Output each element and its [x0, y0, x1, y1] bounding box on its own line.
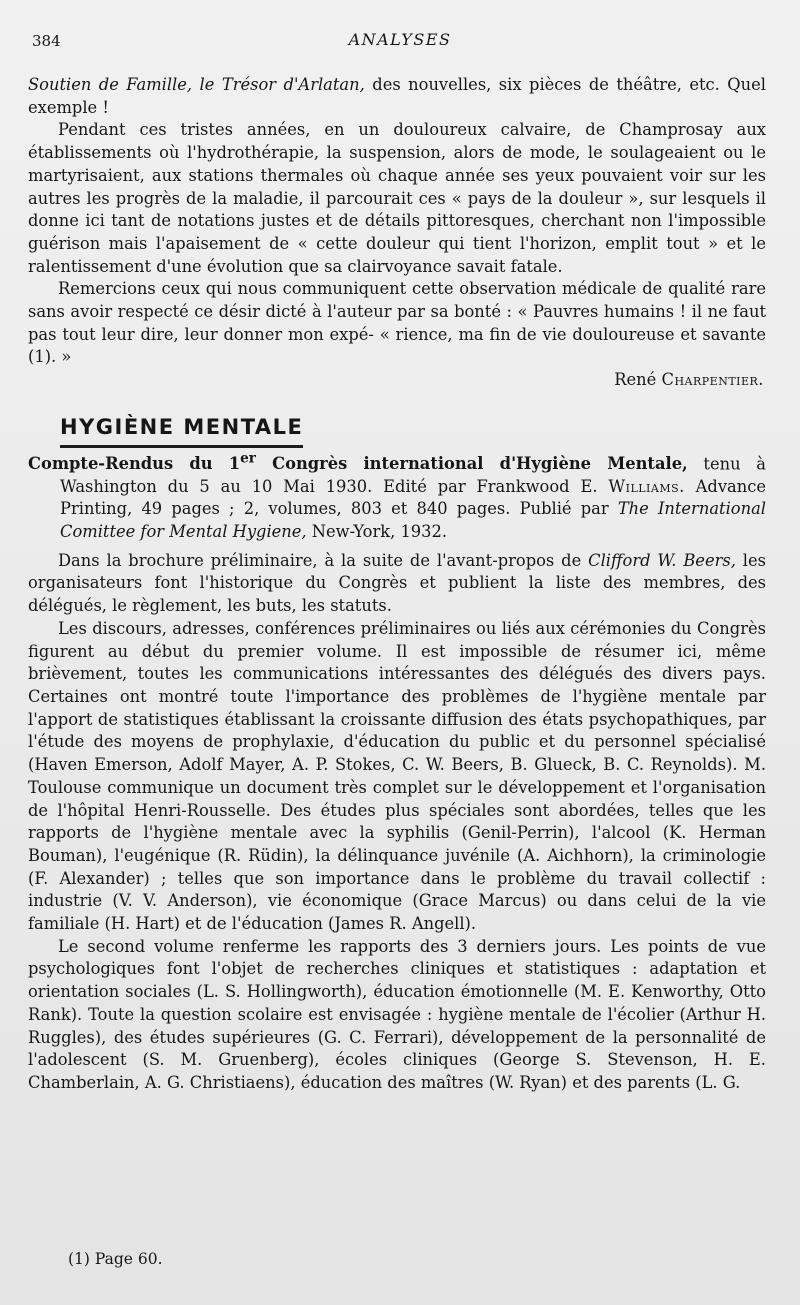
reference-details-a: tenu à Washington du 5 au 10 Mai 1930. Edité par Frankwood E. [60, 453, 766, 496]
work-title-1: Soutien de Famille, [28, 75, 193, 94]
reference-title-sup: er [240, 450, 256, 467]
reference-title [28, 450, 688, 473]
signature-last-name: Charpentier. [661, 370, 764, 390]
reference-details-b: Advance Printing, 49 pages ; 2, volumes, 803 et 840 pages. Publié par [60, 476, 766, 519]
footnote: (1) Page 60. [68, 1250, 163, 1268]
review-paragraph-1-b: les organisateurs font l'historique du Congrès et publient la liste des membres, des délégués, le règlement, les buts, les statuts. [28, 550, 766, 616]
reference-publisher: The International Comittee for Mental Hygiene, [60, 499, 766, 542]
reference-editor: Williams. [608, 476, 685, 496]
page-number: 384 [32, 32, 61, 50]
intro-paragraph-1 [28, 74, 766, 119]
intro-paragraph-1-text: des nouvelles, six pièces de théâtre, etc. Quel exemple ! [28, 75, 766, 117]
review-paragraph-1 [28, 550, 766, 618]
review-paragraph-3: Le second volume renferme les rapports des 3 derniers jours. Les points de vue psychologiques font l'objet de recherches cliniques et statistiques : adaptation et orientation sociales (L. S. Hollingworth), éducation émotionnelle (M. E. Kenworthy, Otto Rank). Toute la question scolaire est envisagée : hygiène mentale de l'écolier (Arthur H. Ruggles), des études supérieures (G. C. Ferrari), développement de la personnalité de l'adolescent (S. M. Gruenberg), écoles cliniques (George S. Stevenson, H. E. Chamberlain, A. G. Christiaens), éducation des maîtres (W. Ryan) et des parents (L. G. [28, 936, 766, 1092]
intro-paragraph-3: Remercions ceux qui nous communiquent cette observation médicale de qualité rare sans avoir respecté ce désir dicté à l'auteur par sa bonté : « Pauvres humains ! il ne faut pas tout leur dire, leur donner mon expé- « rience, ma fin de vie douloureuse et savante (1). » [28, 279, 766, 367]
running-head: ANALYSES [348, 30, 452, 49]
bibliographic-reference [28, 448, 766, 544]
section-heading: HYGIÈNE MENTALE [60, 416, 303, 448]
reference-details-c: New-York, 1932. [306, 522, 448, 542]
review-paragraph-2: Les discours, adresses, conférences préliminaires ou liés aux cérémonies du Congrès figurent au début du premier volume. Il est impossible de résumer ici, même brièvement, toutes les communications intéressantes des délégués des divers pays. Certaines ont montré toute l'importance des problèmes de l'hygiène mentale par l'apport de statistiques établissant la croissante diffusion des états psychopathiques, par l'étude des moyens de prophylaxie, d'éducation du public et du personnel spécialisé (Haven Emerson, Adolf Mayer, A. P. Stokes, C. W. Beers, B. Glueck, B. C. Reynolds). M. Toulouse communique un document très complet sur le développement et l'organisation de l'hôpital Henri-Rousselle. Des études plus spéciales sont abordées, telles que les rapports de l'hygiène mentale avec la syphilis (Genil-Perrin), l'alcool (K. Herman Bouman), l'eugénique (R. Rüdin), la délinquance juvénile (A. Aichhorn), la criminologie (F. Alexander) ; telles que son importance dans le problème du travail collectif : industrie (V. V. Anderson), vie économique (Grace Marcus) ou dans celui de la vie familiale (H. Hart) et de l'éducation (James R. Angell). [28, 618, 766, 934]
intro-paragraph-2: Pendant ces tristes années, en un douloureux calvaire, de Champrosay aux établissements où l'hydrothérapie, la suspension, alors de mode, le soulageaient ou le martyrisaient, aux stations thermales où chaque année ses yeux pouvaient voir sur les autres les progrès de la maladie, il parcourait ces « pays de la douleur », sur lesquels il donne ici tant de notations justes et de détails pittoresques, cherchant non l'impossible guérison mais l'apaisement de « cette douleur qui tient l'horizon, emplit tout » et le ralentissement d'une évolution que sa clairvoyance savait fatale. [28, 120, 766, 276]
review-paragraph-1-author: Clifford W. Beers, [588, 550, 736, 570]
work-title-2: le Trésor d'Arlatan, [199, 75, 365, 94]
article-body [28, 74, 766, 1095]
review-paragraph-1-a: Dans la brochure préliminaire, à la suite de l'avant-propos de [58, 550, 589, 570]
reference-title-b: Congrès international d'Hygiène Mentale, [255, 453, 688, 473]
signature [28, 369, 766, 392]
reference-title-a: Compte-Rendus du 1 [28, 453, 241, 473]
signature-first-name: René [614, 370, 662, 390]
page-header [30, 30, 770, 54]
